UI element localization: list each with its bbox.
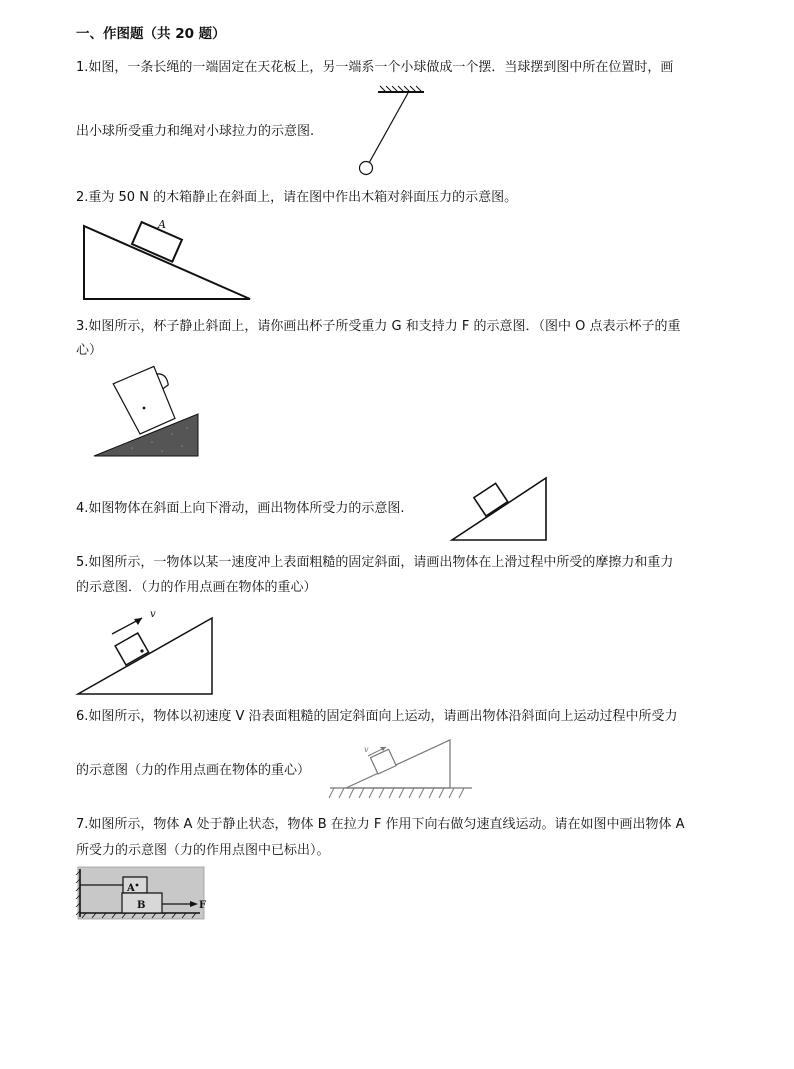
q5-text-line1: 5.如图所示，一物体以某一速度冲上表面粗糙的固定斜面，请画出物体在上滑过程中所受的摩擦力和重力 (76, 555, 674, 570)
q2-label-a: A (158, 218, 166, 231)
q2-text-line1: 2.重为 50 N 的木箱静止在斜面上，请在图中作出木箱对斜面压力的示意图。 (76, 190, 518, 205)
section-title: 一、作图题（共 20 题） (76, 26, 226, 42)
q3-text-line1: 3.如图所示，杯子静止斜面上，请你画出杯子所受重力 G 和支持力 F 的示意图．（图中 O 点表示杯子的重 (76, 319, 681, 334)
q7-blocks-figure (76, 867, 208, 921)
q4-text-line1: 4.如图物体在斜面上向下滑动，画出物体所受力的示意图. (76, 501, 405, 516)
q7-label-a: A (127, 883, 135, 894)
q3-cup-figure (92, 372, 202, 460)
q5-center-point (140, 649, 143, 652)
q1-text-line1: 1.如图，一条长绳的一端固定在天花板上，另一端系一个小球做成一个摆．当球摆到图中所在位置时，画 (76, 60, 674, 75)
q3-text-line2: 心） (76, 343, 103, 358)
q6-incline-figure (328, 736, 476, 804)
q7-text-line1: 7.如图所示，物体 A 处于静止状态，物体 B 在拉力 F 作用下向右做匀速直线运动。请在如图中画出物体 A (76, 817, 685, 832)
q6-text-line2: 的示意图（力的作用点画在物体的重心） (76, 763, 311, 778)
q1-text-line2: 出小球所受重力和绳对小球拉力的示意图. (76, 124, 315, 139)
q5-incline-figure (76, 606, 216, 698)
q5-text-line2: 的示意图．（力的作用点画在物体的重心） (76, 580, 317, 595)
q6-label-v: v (364, 745, 369, 754)
q6-text-line1: 6.如图所示，物体以初速度 V 沿表面粗糙的固定斜面向上运动，请画出物体沿斜面向上运动过程中所受力 (76, 709, 678, 724)
q7-text-line2: 所受力的示意图（力的作用点图中已标出）。 (76, 843, 330, 858)
q7-label-b: B (137, 900, 146, 911)
q7-label-f: F (199, 900, 207, 911)
q3-center-point (143, 407, 146, 410)
q2-incline-figure (78, 214, 256, 304)
q5-label-v: v (150, 609, 156, 620)
q4-incline-figure (450, 476, 550, 544)
q1-pendulum-figure (352, 86, 432, 178)
